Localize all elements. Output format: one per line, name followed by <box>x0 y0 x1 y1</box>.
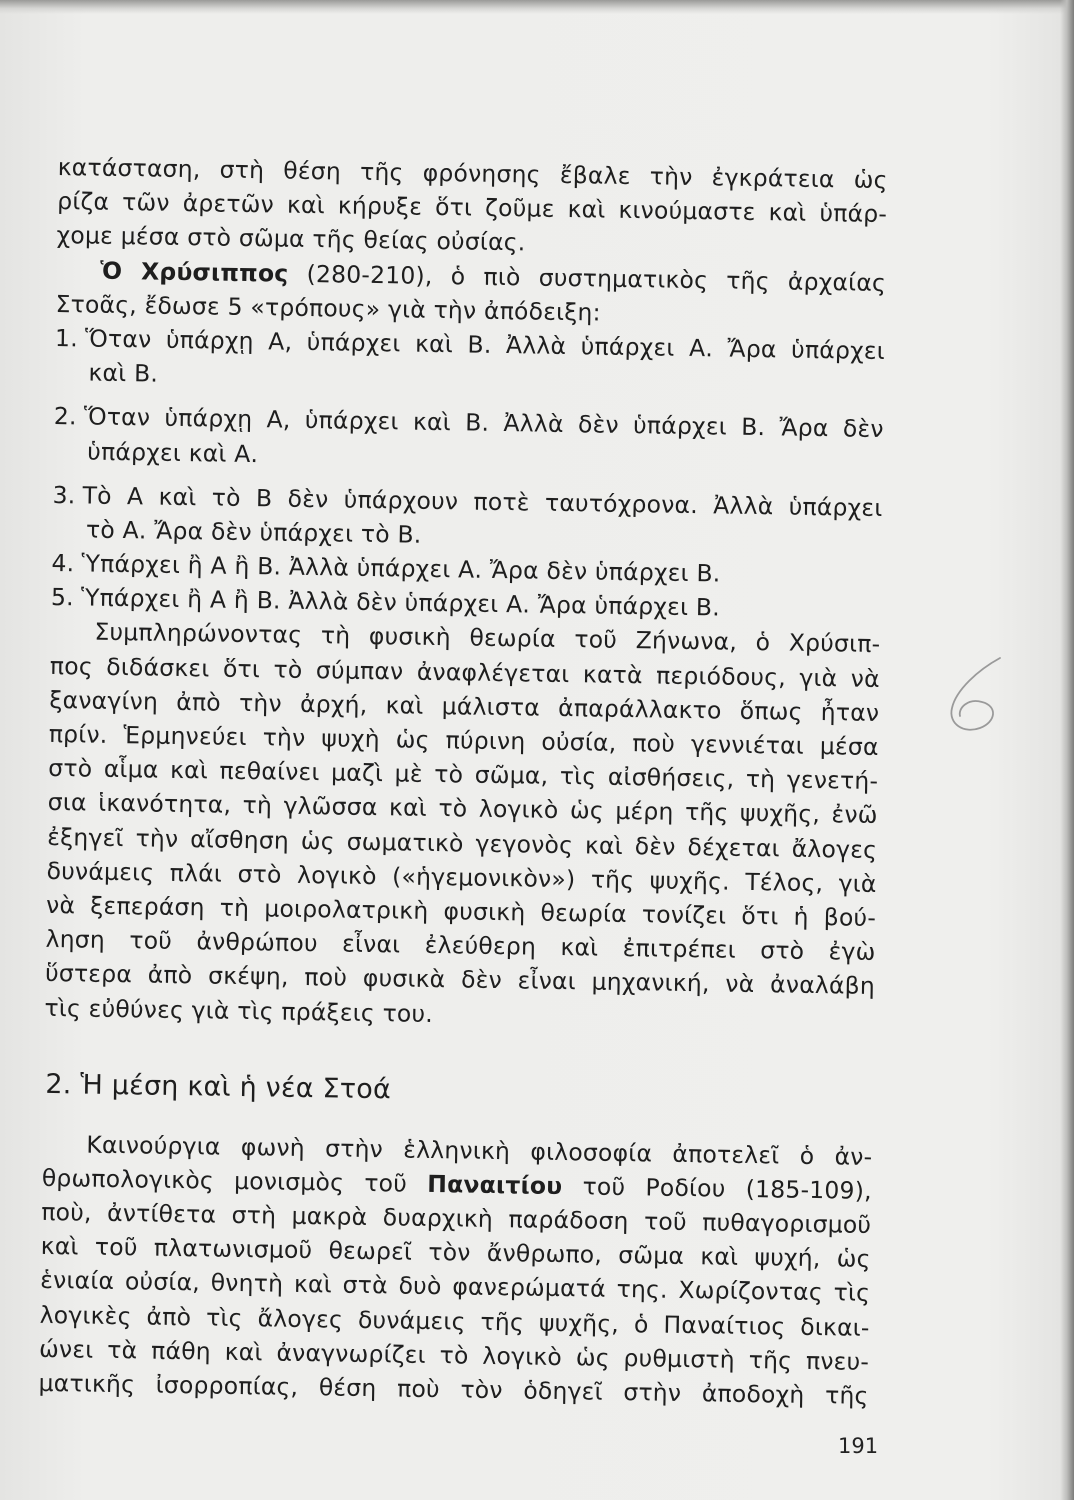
text-line: ποὺ, ἀντίθετα στὴ μακρὰ δυαρχικὴ παράδοση τοῦ πυθαγορισμοῦ <box>41 1197 872 1239</box>
item-number: 1. <box>54 323 79 353</box>
text-line: δυνάμεις πλάι στὸ λογικὸ («ἡγεμονικὸν») τῆς ψυχῆς. Τέλος, γιὰ <box>46 856 877 898</box>
text-span: (280-210), ὁ πιὸ συστηματικὸς τῆς ἀρχαίας <box>288 259 887 297</box>
item-text: Τὸ Α καὶ τὸ Β δὲν ὑπάρχουν ποτὲ ταυτόχρονα. Ἀλλὰ ὑπάρχει <box>82 481 883 522</box>
text-line: σια ἱκανότητα, τὴ γλῶσσα καὶ τὸ λογικὸ ὡς μέρη τῆς ψυχῆς, ἐνῶ <box>47 788 878 830</box>
text-line: στὸ αἷμα καὶ πεθαίνει μαζὶ μὲ τὸ σῶμα, τὶς αἰσθήσεις, τὴ γενετή- <box>48 754 879 796</box>
text-line: ρίζα τῶν ἀρετῶν καὶ κήρυξε ὅτι ζοῦμε καὶ κινούμαστε καὶ ὑπάρ- <box>56 187 888 229</box>
scan-edge-right <box>1060 0 1074 1500</box>
text-line: χομε μέσα στὸ σῶμα τῆς θείας οὐσίας. <box>56 221 526 257</box>
item-number: 3. <box>52 480 76 510</box>
text-line: Καινούργια φωνὴ στὴν ἑλληνικὴ φιλοσοφία ἀποτελεῖ ὁ ἀν- <box>86 1130 873 1171</box>
text-line: ὕστερα ἀπὸ σκέψη, ποὺ φυσικὰ δὲν εἶναι μηχανική, νὰ ἀναλάβη <box>44 959 876 1001</box>
text-line: καὶ τοῦ πλατωνισμοῦ θεωρεῖ τὸν ἄνθρωπο, σῶμα καὶ ψυχή, ὡς <box>40 1232 871 1274</box>
body-text <box>38 150 888 1413</box>
item-text: Ὅταν ὑπάρχῃ Α, ὑπάρχει καὶ Β. Ἀλλὰ ὑπάρχει Α. Ἄρα ὑπάρχει <box>84 324 886 365</box>
item-number: 5. <box>50 583 75 612</box>
chrysippus-name: Ὁ Χρύσιππος <box>99 256 289 288</box>
text-line: Συμπληρώνοντας τὴ φυσικὴ θεωρία τοῦ Ζήνωνα, ὁ Χρύσιπ- <box>94 618 881 659</box>
panaetius-name: Παναιτίου <box>427 1169 563 1200</box>
pencil-annotation-icon <box>938 650 1018 740</box>
physics-paragraph <box>44 614 880 1037</box>
text-line: κατάσταση, στὴ θέση τῆς φρόνησης ἔβαλε τὴν ἐγκράτεια ὡς <box>57 152 888 195</box>
text-line: ξαναγίνη ἀπὸ τὴν ἀρχή, καὶ μάλιστα ἀπαράλλακτο ὅπως ἦταν <box>49 685 880 727</box>
text-line: νὰ ξεπεράση τὴ μοιρολατρικὴ φυσικὴ θεωρία τονίζει ὅτι ἡ βού- <box>45 890 877 932</box>
section-heading: 2. Ἡ μέση καὶ ἡ νέα Στοά <box>45 1068 392 1106</box>
item-text: Ὅταν ὑπάρχῃ Α, ὑπάρχει καὶ Β. Ἀλλὰ δὲν ὑπάρχει Β. Ἄρα δὲν <box>83 402 884 444</box>
text-line: τὶς εὐθύνες γιὰ τὶς πράξεις του. <box>44 993 434 1028</box>
chrysippus-paragraph <box>55 253 886 334</box>
text-line: πος διδάσκει ὅτι τὸ σύμπαν ἀναφλέγεται κατὰ περιόδους, γιὰ νὰ <box>49 651 881 693</box>
text-line: πρίν. Ἑρμηνεύει τὴν ψυχὴ ὡς πύρινη οὐσία, ποὺ γεννιέται μέσα <box>48 719 879 761</box>
list-item-continuation: καὶ Β. <box>88 358 159 388</box>
text-span: θρωπολογικὸς μονισμὸς τοῦ <box>41 1163 428 1198</box>
paragraph-continuation <box>56 150 888 266</box>
text-line: ματικῆς ἰσορροπίας, θέση ποὺ τὸν ὁδηγεῖ στὴν ἀποδοχὴ τῆς <box>38 1368 869 1410</box>
text-line: Στοᾶς, ἔδωσε 5 «τρόπους» γιὰ τὴν ἀπόδειξη: <box>55 289 602 327</box>
list-item-continuation: τὸ Α. Ἄρα δὲν ὑπάρχει τὸ Β. <box>85 515 422 549</box>
item-text: Ὑπάρχει ἢ Α ἢ Β. Ἀλλὰ ὑπάρχει Α. Ἄρα δὲν ὑπάρχει Β. <box>81 549 721 588</box>
text-line: λογικὲς ἀπὸ τὶς ἄλογες δυνάμεις τῆς ψυχῆς, ὁ Παναίτιος δικαι- <box>39 1300 870 1342</box>
text-line: ἑνιαία οὐσία, θνητὴ καὶ στὰ δυὸ φανερώματά της. Χωρίζοντας τὶς <box>40 1266 871 1308</box>
item-number: 2. <box>53 402 77 431</box>
text-span: τοῦ Ροδίου (185-109), <box>562 1171 872 1205</box>
panaetius-paragraph <box>38 1127 872 1414</box>
item-number: 4. <box>51 549 75 578</box>
scan-edge-top <box>0 0 1074 14</box>
list-item-continuation: ὑπάρχει καὶ Α. <box>87 436 259 468</box>
page-number: 191 <box>838 1434 879 1458</box>
modes-list <box>51 321 886 628</box>
text-line: ληση τοῦ ἀνθρώπου εἶναι ἐλεύθερη καὶ ἐπιτρέπει στὸ ἐγὼ <box>45 925 876 967</box>
item-text: Ὑπάρχει ἢ Α ἢ Β. Ἀλλὰ δὲν ὑπάρχει Α. Ἄρα ὑπάρχει Β. <box>80 583 721 622</box>
text-line: ώνει τὰ πάθη καὶ ἀναγνωρίζει τὸ λογικὸ ὡς ρυθμιστὴ τῆς πνευ- <box>38 1334 870 1376</box>
text-line: ἐξηγεῖ τὴν αἴσθηση ὡς σωματικὸ γεγονὸς καὶ δὲν δέχεται ἄλογες <box>46 822 878 864</box>
